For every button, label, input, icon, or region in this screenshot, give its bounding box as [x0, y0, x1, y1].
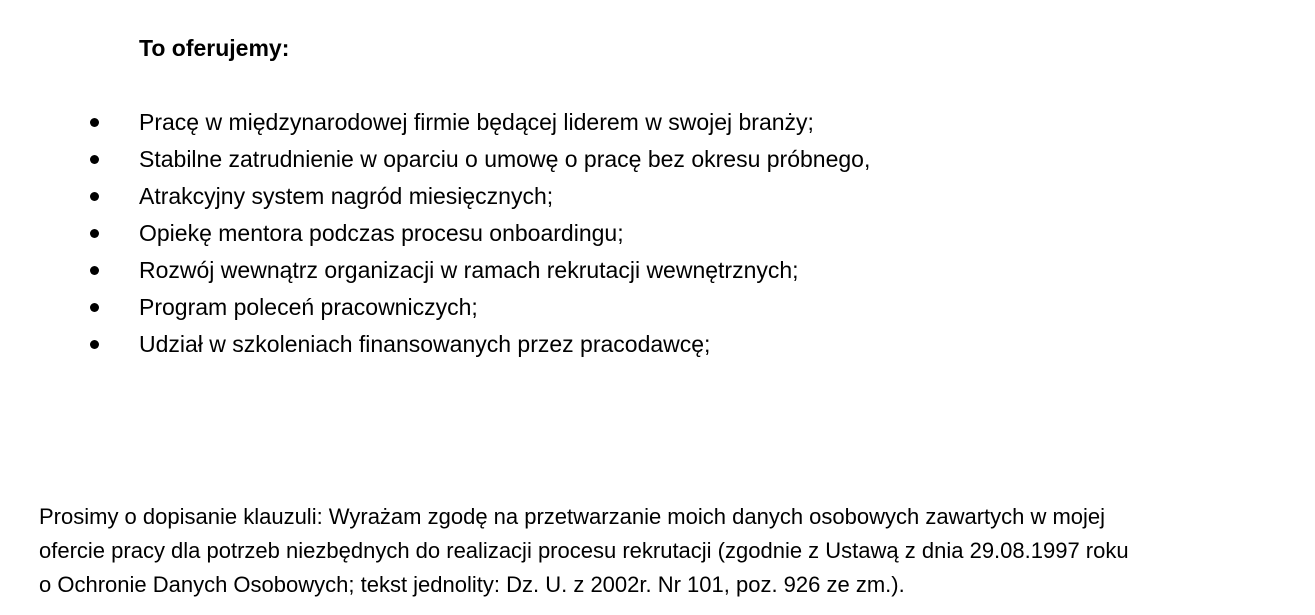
- offer-item-text: Stabilne zatrudnienie w oparciu o umowę o pracę bez okresu próbnego,: [139, 146, 871, 172]
- offer-item-text: Program poleceń pracowniczych;: [139, 294, 478, 320]
- clause-line: Prosimy o dopisanie klauzuli: Wyrażam zgodę na przetwarzanie moich danych osobowych zawartych w mojej: [39, 504, 1106, 529]
- clause-line: o Ochronie Danych Osobowych; tekst jednolity: Dz. U. z 2002r. Nr 101, poz. 926 ze zm.).: [39, 572, 905, 597]
- consent-clause: [39, 500, 1299, 602]
- offer-heading: To oferujemy:: [139, 35, 290, 61]
- clause-line: ofercie pracy dla potrzeb niezbędnych do realizacji procesu rekrutacji (zgodnie z Ustawą z dnia 29.08.1997 roku: [39, 538, 1129, 563]
- bullet-icon: [90, 266, 99, 275]
- bullet-icon: [90, 118, 99, 127]
- offer-item-text: Pracę w międzynarodowej firmie będącej liderem w swojej branży;: [139, 109, 814, 135]
- bullet-icon: [90, 340, 99, 349]
- bullet-icon: [90, 155, 99, 164]
- offer-item-text: Rozwój wewnątrz organizacji w ramach rekrutacji wewnętrznych;: [139, 257, 799, 283]
- bullet-icon: [90, 303, 99, 312]
- bullet-icon: [90, 229, 99, 238]
- bullet-icon: [90, 192, 99, 201]
- offer-item-text: Udział w szkoleniach finansowanych przez pracodawcę;: [139, 331, 711, 357]
- offer-item-text: Atrakcyjny system nagród miesięcznych;: [139, 183, 554, 209]
- offer-item-text: Opiekę mentora podczas procesu onboardingu;: [139, 220, 624, 246]
